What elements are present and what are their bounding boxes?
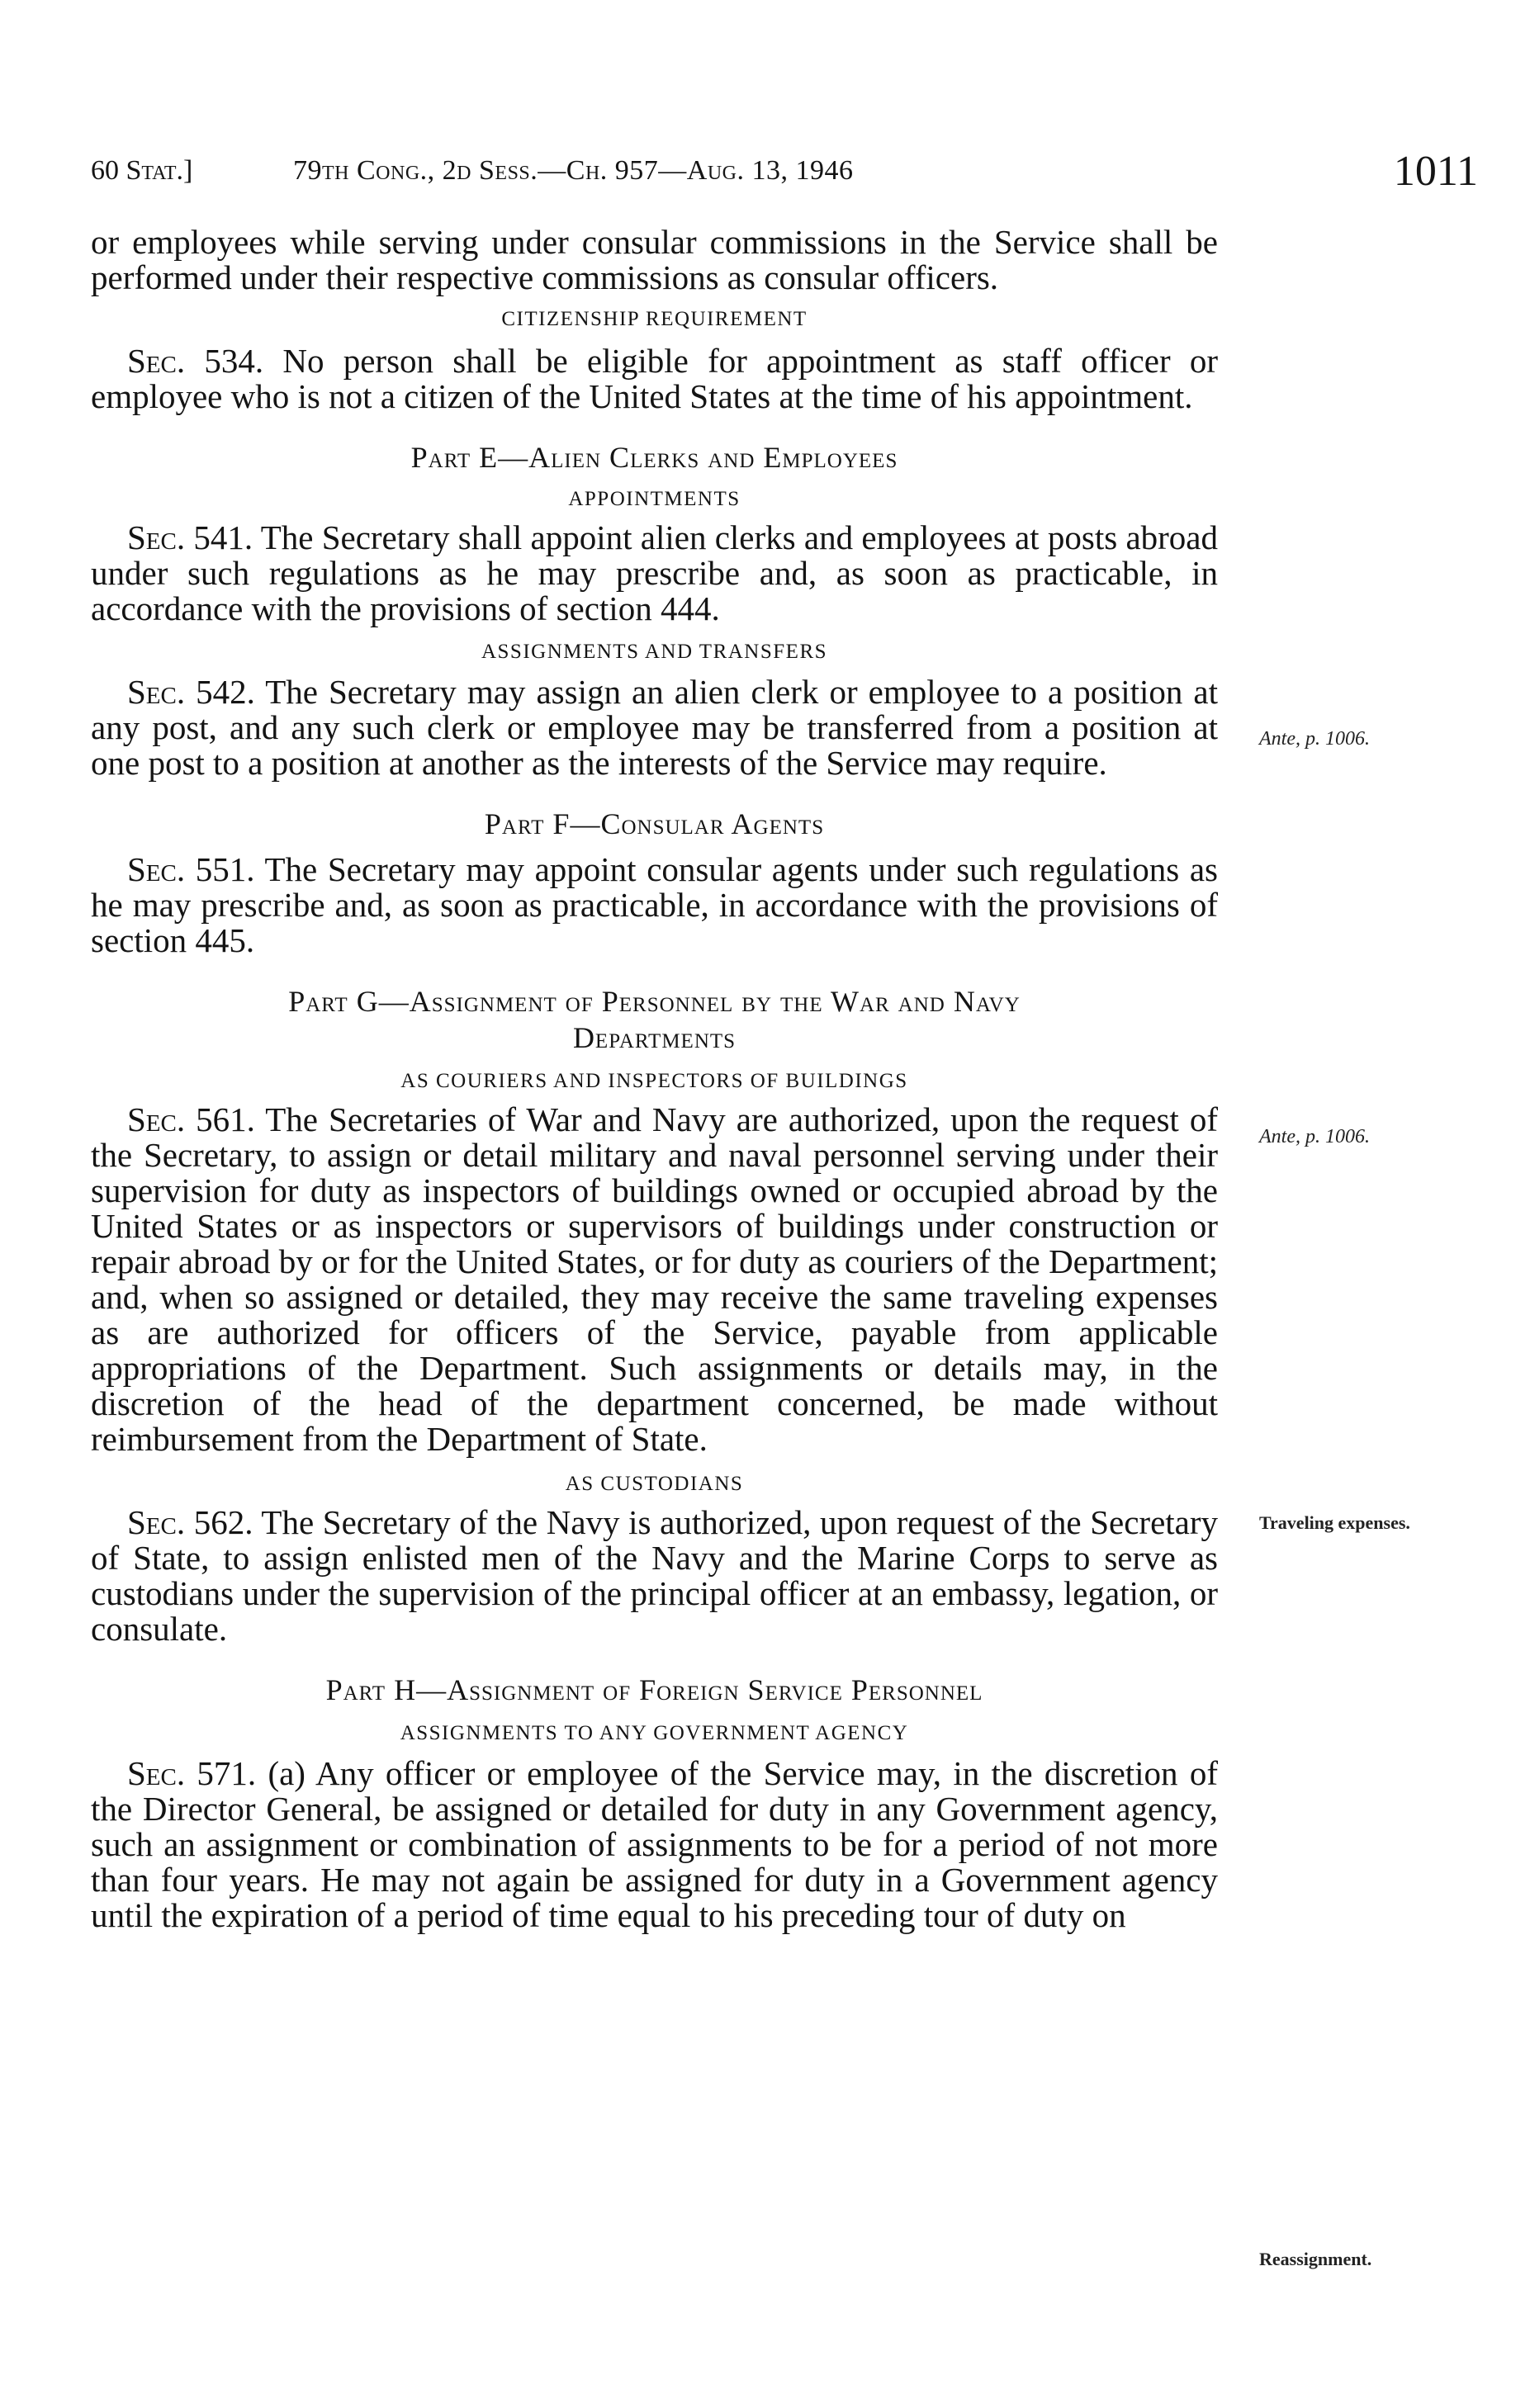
main-text bbox=[91, 225, 1218, 1933]
section-541-text: The Secretary shall appoint alien clerks and employees at posts abroad under such regulations as he may prescribe and, as soon as practicable, in accordance with the provisions of section 444. bbox=[91, 518, 1218, 627]
section-562-text: The Secretary of the Navy is authorized, upon request of the Secretary of State, to assign enlisted men of the Navy and the Marine Corps to serve as custodians under the supervision of the principal officer at an embassy, legation, or consulate. bbox=[91, 1503, 1219, 1648]
section-542-text: The Secretary may assign an alien clerk or employee to a position at any post, and any such clerk or employee may be transferred from a position at one post to a position at another as the interests of the Service may require. bbox=[91, 673, 1219, 782]
continuation-paragraph: or employees while serving under consular commissions in the Service shall be performed under their respective commissions as consular officers. bbox=[91, 223, 1218, 296]
section-561-text: The Secretaries of War and Navy are authorized, upon the request of the Secretary, to assign or detail military and naval personnel serving under their supervision for duty as inspectors of buildings owned or occupied abroad by the United States or as inspectors or supervisors of buildings under construction or repair abroad by or for the United States, or for duty as couriers of the Department; and, when so assigned or detailed, they may receive the same traveling expenses as are authorized for officers of the Service, payable from applicable appropriations of the Department. Such assignments or details may, in the discretion of the head of the department concerned, be made without reimbursement from the Department of State. bbox=[91, 1100, 1219, 1458]
custodians-heading: AS CUSTODIANS bbox=[565, 1473, 744, 1495]
section-551-label: Sec. 551. bbox=[127, 850, 255, 888]
session-chapter-date: 79th Cong., 2d Sess.—Ch. 957—Aug. 13, 1946 bbox=[293, 155, 854, 186]
section-561-label: Sec. 561. bbox=[127, 1100, 255, 1138]
margin-note-traveling-expenses: Traveling expenses. bbox=[1259, 1512, 1410, 1533]
part-g-heading-line-1: Part G—Assignment of Personnel by the War and Navy bbox=[288, 985, 1021, 1018]
section-551 bbox=[91, 852, 1218, 958]
section-542 bbox=[91, 674, 1218, 781]
government-agency-heading: ASSIGNMENTS TO ANY GOVERNMENT AGENCY bbox=[400, 1722, 909, 1744]
section-561 bbox=[91, 1102, 1218, 1457]
section-571-text: (a) Any officer or employee of the Service may, in the discretion of the Director General, be assigned or detailed for duty in any Government agency, such an assignment or combination of assignments to be for a period of not more than four years. He may not again be assigned for duty in a Government agency until the expiration of a period of time equal to his preceding tour of duty on bbox=[91, 1754, 1219, 1934]
part-g-heading-line-2: Departments bbox=[572, 1021, 737, 1054]
part-f-heading: Part F—Consular Agents bbox=[484, 807, 825, 840]
margin-note-ante-1006-first: Ante, p. 1006. bbox=[1259, 728, 1370, 750]
margin-note-ante-1006-second: Ante, p. 1006. bbox=[1259, 1126, 1370, 1147]
statute-citation: 60 Stat.] bbox=[91, 155, 193, 186]
page-number: 1011 bbox=[1393, 148, 1478, 195]
section-541-label: Sec. 541. bbox=[127, 518, 253, 556]
section-551-text: The Secretary may appoint consular agents under such regulations as he may prescribe and, as soon as practicable, in accordance with the provisions of section 445. bbox=[91, 850, 1219, 959]
section-571-label: Sec. 571. bbox=[127, 1754, 257, 1792]
section-562-label: Sec. 562. bbox=[127, 1503, 253, 1541]
margin-note-reassignment: Reassignment. bbox=[1259, 2249, 1372, 2269]
part-h-heading: Part H—Assignment of Foreign Service Personnel bbox=[325, 1673, 983, 1706]
section-534-text: No person shall be eligible for appointment as staff officer or employee who is not a citizen of the United States at the time of his appointment. bbox=[91, 342, 1219, 415]
citizenship-heading: CITIZENSHIP REQUIREMENT bbox=[501, 308, 808, 330]
part-e-heading: Part E—Alien Clerks and Employees bbox=[410, 441, 898, 474]
section-542-label: Sec. 542. bbox=[127, 673, 255, 711]
couriers-inspectors-heading: AS COURIERS AND INSPECTORS OF BUILDINGS bbox=[400, 1070, 908, 1092]
section-541 bbox=[91, 520, 1218, 627]
section-534 bbox=[91, 343, 1218, 414]
section-534-label: Sec. 534. bbox=[127, 342, 264, 380]
section-562 bbox=[91, 1505, 1218, 1647]
section-571 bbox=[91, 1756, 1218, 1933]
appointments-heading: APPOINTMENTS bbox=[568, 488, 741, 510]
running-head bbox=[91, 147, 1478, 196]
assignments-transfers-heading: ASSIGNMENTS AND TRANSFERS bbox=[481, 641, 828, 663]
